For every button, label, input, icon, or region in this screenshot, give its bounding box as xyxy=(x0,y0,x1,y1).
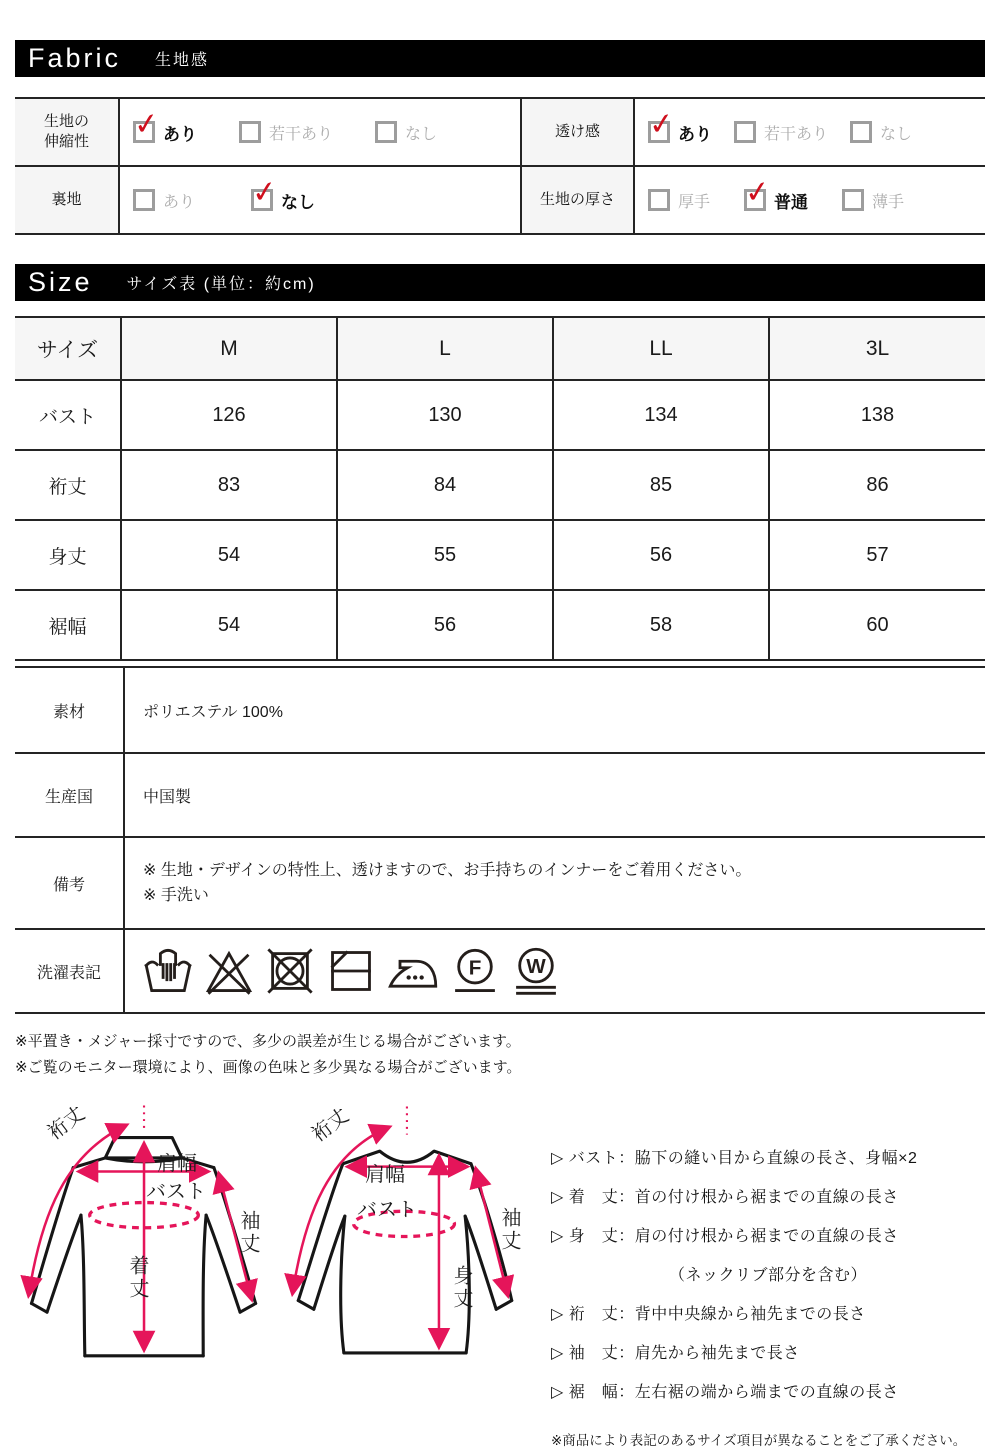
cell-value: 55 xyxy=(337,520,553,590)
legend-item: ▷ 袖 丈：肩先から袖先まで長さ xyxy=(551,1345,800,1362)
size-header-3l: 3L xyxy=(769,317,985,380)
table-row-remarks xyxy=(15,837,985,929)
checkbox-option-stretch-ari[interactable] xyxy=(133,120,197,145)
fabric-row-2 xyxy=(15,165,985,233)
row-label: 裄丈 xyxy=(15,450,121,520)
measurement-arrows xyxy=(29,1106,252,1350)
cell-value: 83 xyxy=(121,450,337,520)
checkbox-label: あり xyxy=(678,124,712,144)
fabric-label-line: 透け感 xyxy=(554,123,600,140)
measurement-diagram-section xyxy=(15,1097,985,1449)
checkbox-label: なし xyxy=(281,192,316,212)
legend-item-continuation: （ネックリブ部分を含む） xyxy=(669,1267,868,1284)
fabric-label-line: 伸縮性 xyxy=(43,133,89,150)
measurement-notes xyxy=(15,1029,985,1081)
size-header-ll: LL xyxy=(553,317,769,380)
fabric-options-lining xyxy=(118,167,520,233)
cell-value: 126 xyxy=(121,380,337,450)
cell-value: 138 xyxy=(769,380,985,450)
checkbox-option-lining-ari[interactable] xyxy=(133,189,195,212)
size-title-en: Size xyxy=(28,267,93,297)
checkbox-label: 普通 xyxy=(774,192,809,212)
row-label: 備考 xyxy=(15,837,124,929)
row-label: 素材 xyxy=(15,667,124,753)
size-header-label: サイズ xyxy=(15,317,121,380)
fabric-options-stretch xyxy=(118,99,520,165)
checkbox-label: 若干あり xyxy=(764,125,829,143)
table-row-mitake xyxy=(15,520,985,590)
checkbox-icon xyxy=(133,189,155,211)
label-kitake: 着丈 xyxy=(126,1255,148,1301)
fabric-label-sheer xyxy=(520,99,633,165)
size-section-header xyxy=(15,264,985,301)
fabric-title-en: Fabric xyxy=(28,43,122,73)
checkbox-option-stretch-nashi[interactable] xyxy=(375,121,437,144)
dry-clean-petroleum-gentle-icon xyxy=(450,946,500,996)
fabric-label-thickness xyxy=(520,167,633,233)
care-letter-w: W xyxy=(526,955,546,979)
checkbox-label: なし xyxy=(405,125,438,143)
cell-value: 134 xyxy=(553,380,769,450)
fabric-row-1 xyxy=(15,99,985,165)
size-header-m: M xyxy=(121,317,337,380)
checkbox-icon xyxy=(133,121,155,143)
size-table-header-row xyxy=(15,317,985,380)
checkbox-icon xyxy=(239,121,261,143)
fabric-label-line: 生地の xyxy=(43,113,89,130)
fabric-title-ja: 生地感 xyxy=(155,52,210,69)
remarks-value xyxy=(124,837,985,929)
label-yukitake: 裄丈 xyxy=(43,1102,90,1145)
checkbox-label: あり xyxy=(163,124,197,144)
table-row-material xyxy=(15,667,985,753)
dry-flat-in-shade-icon xyxy=(326,946,376,996)
label-katahaba: 肩幅 xyxy=(157,1153,197,1175)
cell-value: 54 xyxy=(121,520,337,590)
row-label: 身丈 xyxy=(15,520,121,590)
care-letter-f: F xyxy=(468,956,482,980)
row-label: 裾幅 xyxy=(15,590,121,660)
checkbox-label: 薄手 xyxy=(872,193,905,211)
checkbox-icon xyxy=(648,189,670,211)
cell-value: 58 xyxy=(553,590,769,660)
legend-item: ▷ 裄 丈：背中中央線から袖先までの長さ xyxy=(551,1306,866,1323)
fabric-label-stretch xyxy=(15,99,118,165)
fabric-label-line: 生地の厚さ xyxy=(539,191,615,208)
table-row-care xyxy=(15,929,985,1013)
care-symbols xyxy=(143,946,985,996)
label-sodetake: 袖丈 xyxy=(498,1207,520,1253)
checkbox-icon xyxy=(375,121,397,143)
cell-value: 85 xyxy=(553,450,769,520)
legend-item: ▷ 裾 幅：左右裾の端から端までの直線の長さ xyxy=(551,1384,899,1401)
label-mitake: 身丈 xyxy=(450,1265,472,1311)
fabric-label-line: 裏地 xyxy=(51,191,82,208)
checkbox-label: 若干あり xyxy=(269,125,334,143)
country-value: 中国製 xyxy=(124,753,985,837)
label-bust: バスト xyxy=(146,1181,206,1203)
legend-footnote: ※商品により表記のあるサイズ項目が異なることをご了承ください。 xyxy=(551,1433,967,1448)
care-symbols-cell xyxy=(124,929,985,1013)
checkbox-option-stretch-jakkan[interactable] xyxy=(239,121,333,144)
cell-value: 56 xyxy=(337,590,553,660)
do-not-tumble-dry-icon xyxy=(265,946,315,996)
cell-value: 57 xyxy=(769,520,985,590)
iron-icon xyxy=(387,946,439,996)
table-row-country xyxy=(15,753,985,837)
remarks-line: ※ 手洗い xyxy=(143,887,209,904)
size-table xyxy=(15,316,985,661)
legend-item: ▷ 身 丈：肩の付け根から裾までの直線の長さ xyxy=(551,1228,899,1245)
checkbox-icon xyxy=(648,121,670,143)
legend-item: ▷ 着 丈：首の付け根から裾までの直線の長さ xyxy=(551,1189,899,1206)
cell-value: 86 xyxy=(769,450,985,520)
checkbox-option-sheer-jakkan[interactable] xyxy=(734,121,828,144)
cell-value: 60 xyxy=(769,590,985,660)
material-value: ポリエステル 100% xyxy=(124,667,985,753)
top-diagram xyxy=(275,1097,535,1409)
table-row-yukitake xyxy=(15,450,985,520)
note-line: ※ご覧のモニター環境により、画像の色味と多少異なる場合がございます。 xyxy=(15,1059,522,1076)
measurement-legend xyxy=(535,1097,985,1449)
top-diagram-svg xyxy=(275,1097,535,1409)
checkbox-label: あり xyxy=(163,193,196,211)
fabric-options-thickness xyxy=(633,167,985,233)
checkbox-option-sheer-nashi[interactable] xyxy=(850,121,912,144)
remarks-line: ※ 生地・デザインの特性上、透けますので、お手持ちのインナーをご着用ください。 xyxy=(143,862,752,879)
cell-value: 54 xyxy=(121,590,337,660)
label-katahaba: 肩幅 xyxy=(365,1164,405,1186)
checkbox-option-thickness-atsude[interactable] xyxy=(648,189,710,212)
details-table xyxy=(15,666,985,1014)
checkbox-option-sheer-ari[interactable] xyxy=(648,120,712,145)
label-bust: バスト xyxy=(357,1199,417,1221)
row-label: バスト xyxy=(15,380,121,450)
checkbox-icon xyxy=(734,121,756,143)
checkbox-label: 厚手 xyxy=(678,193,711,211)
checkbox-icon xyxy=(744,189,766,211)
fabric-options-sheer xyxy=(633,99,985,165)
fabric-label-lining xyxy=(15,167,118,233)
checkbox-option-thickness-futsuu[interactable] xyxy=(744,188,808,213)
checkbox-option-thickness-usude[interactable] xyxy=(842,189,904,212)
row-label: 生産国 xyxy=(15,753,124,837)
cell-value: 56 xyxy=(553,520,769,590)
label-yukitake: 裄丈 xyxy=(307,1104,354,1147)
row-label: 洗濯表記 xyxy=(15,929,124,1013)
fabric-table xyxy=(15,97,985,235)
table-row-bust xyxy=(15,380,985,450)
note-line: ※平置き・メジャー採寸ですので、多少の誤差が生じる場合がございます。 xyxy=(15,1033,521,1050)
checkbox-option-lining-nashi[interactable] xyxy=(251,188,315,213)
size-header-l: L xyxy=(337,317,553,380)
checkbox-icon xyxy=(251,189,273,211)
cell-value: 84 xyxy=(337,450,553,520)
label-sodetake: 袖丈 xyxy=(237,1210,259,1256)
fabric-section-header xyxy=(15,40,985,77)
cell-value: 130 xyxy=(337,380,553,450)
wet-clean-very-gentle-icon xyxy=(511,946,561,996)
hand-wash-icon xyxy=(143,946,193,996)
jacket-diagram xyxy=(15,1097,275,1409)
legend-item: ▷ バスト：脇下の縫い目から直線の長さ、身幅×2 xyxy=(551,1150,918,1167)
checkbox-label: なし xyxy=(880,125,913,143)
checkbox-icon xyxy=(842,189,864,211)
do-not-bleach-icon xyxy=(204,946,254,996)
checkbox-icon xyxy=(850,121,872,143)
size-title-ja: サイズ表 (単位：約cm) xyxy=(126,276,316,293)
table-row-susohaba xyxy=(15,590,985,660)
